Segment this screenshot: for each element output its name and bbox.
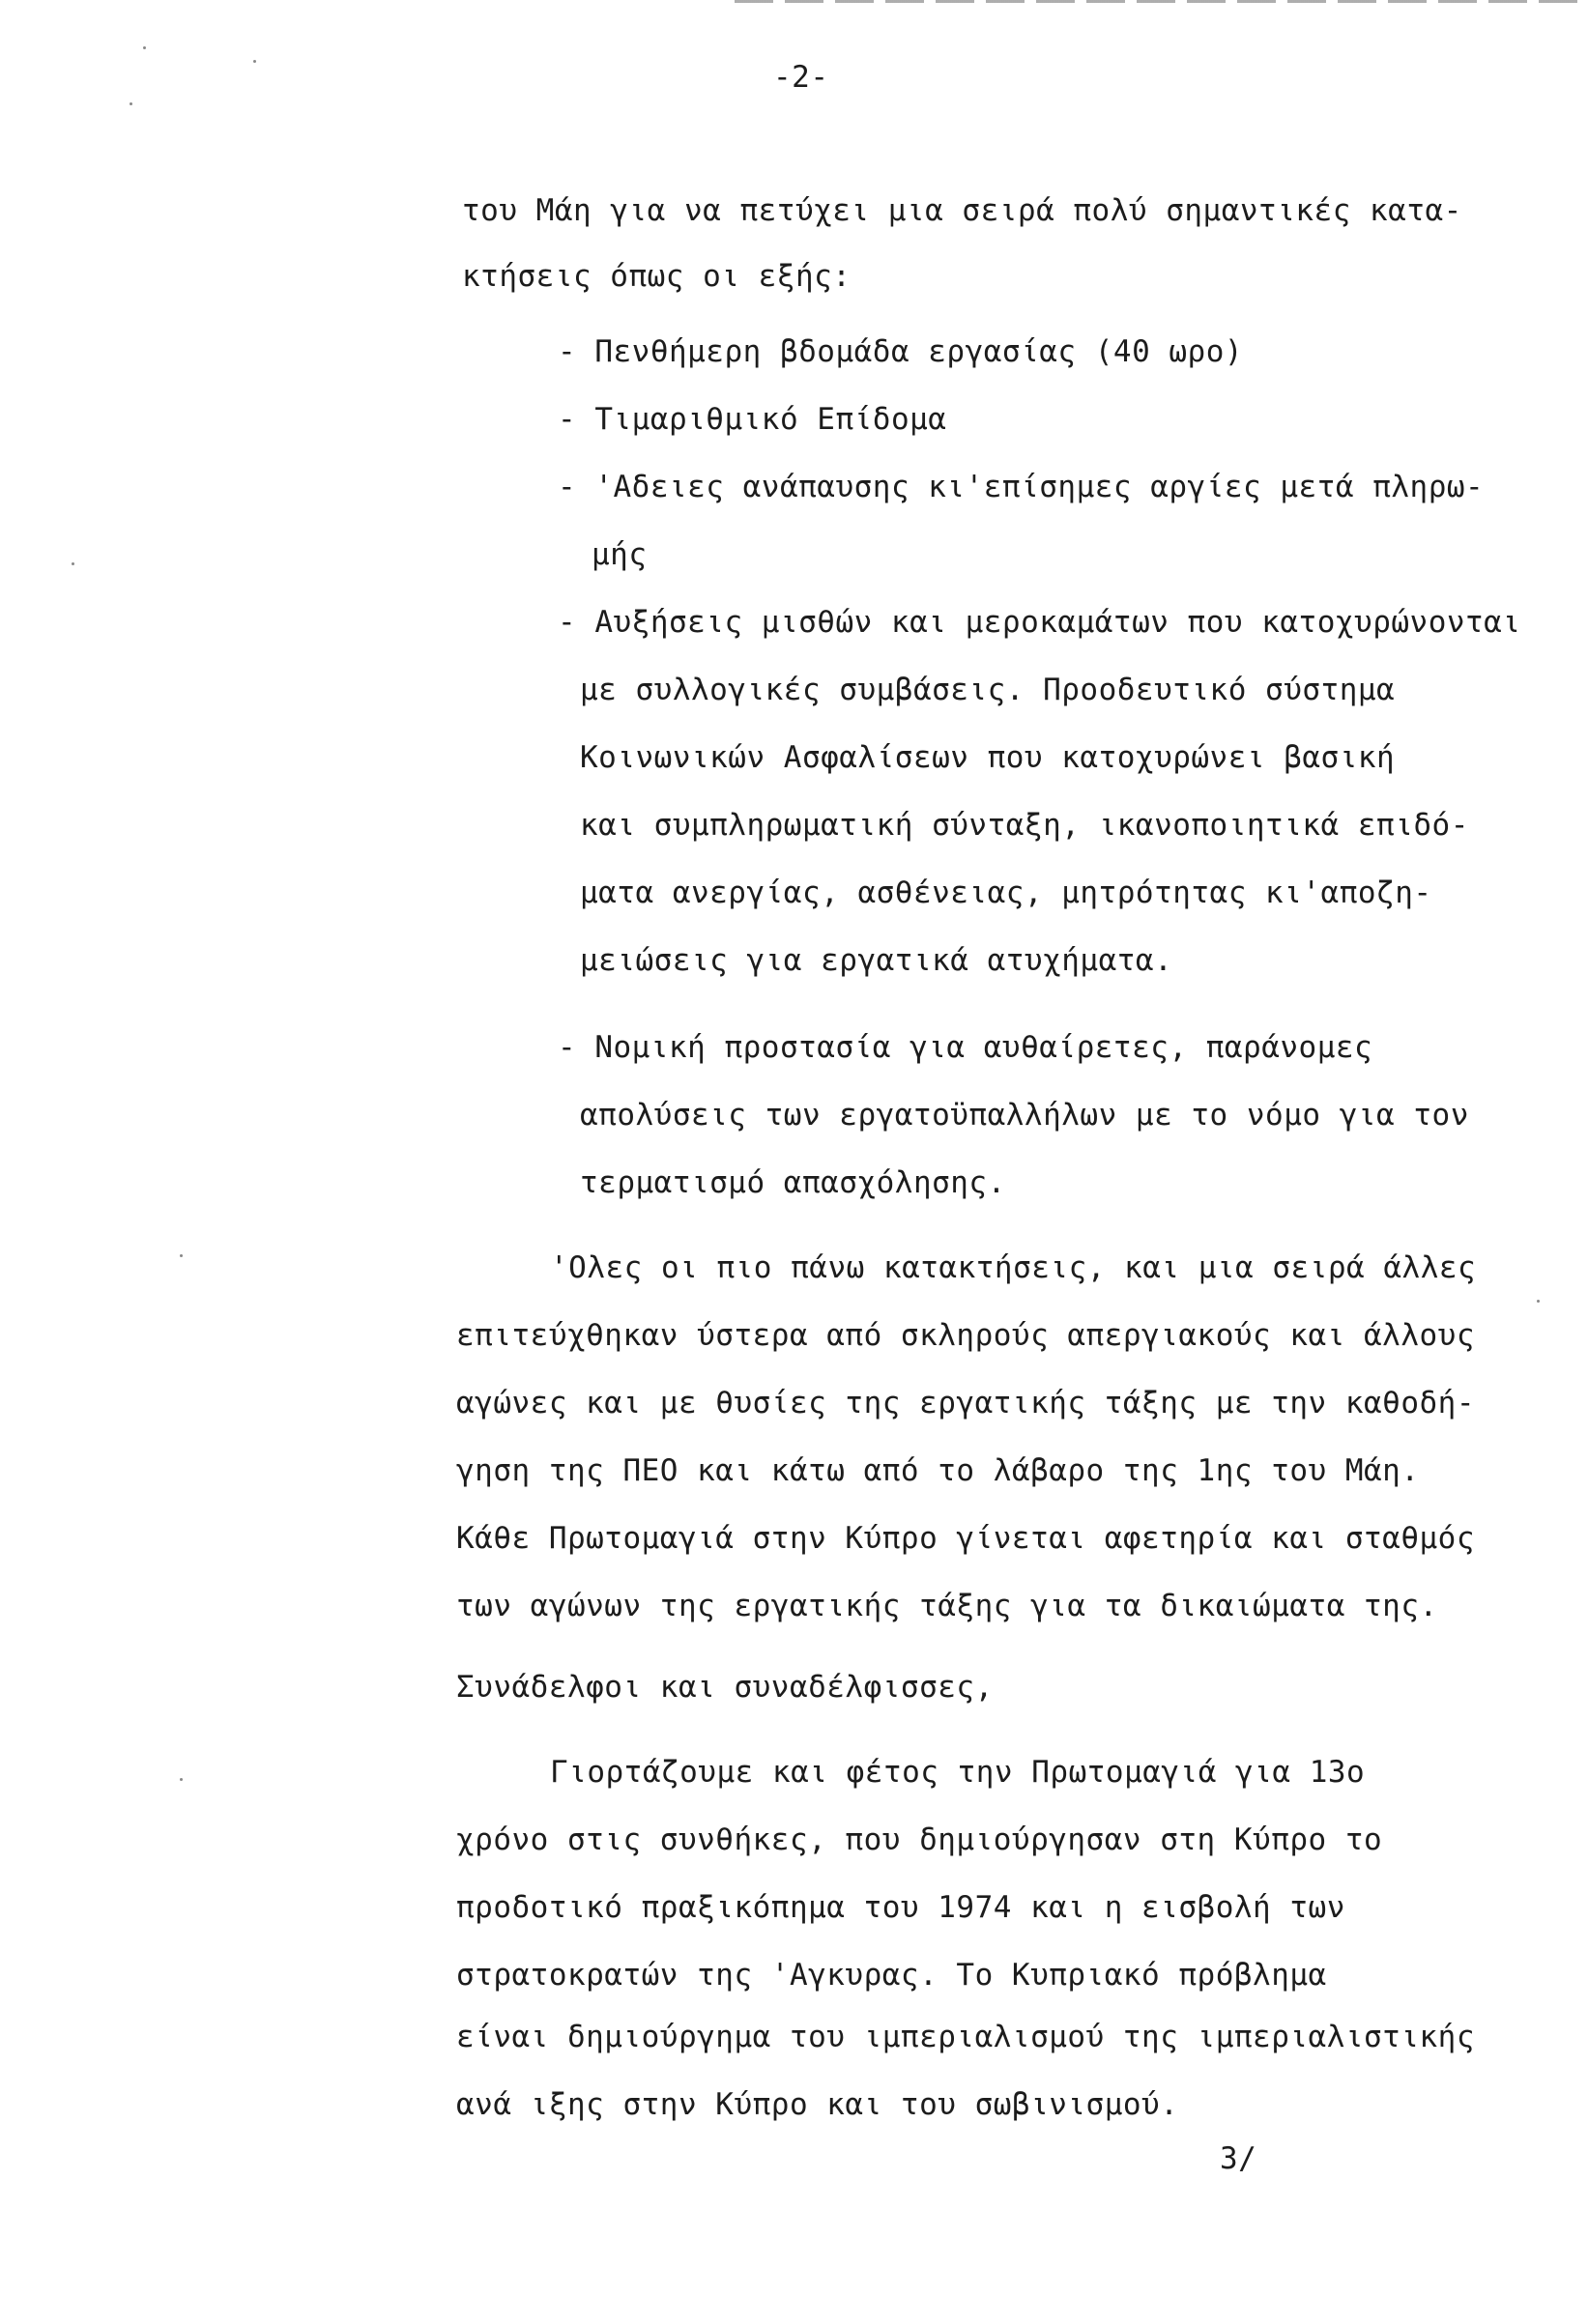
- paragraph-line: ανά ιξης στην Κύπρο και του σωβινισμού.: [456, 2087, 1179, 2122]
- paragraph-line: χρόνο στις συνθήκες, που δημιούργησαν στη Κύπρο το: [456, 1822, 1383, 1857]
- list-item: - Τιμαριθμικό Επίδομα: [558, 402, 947, 437]
- paragraph-line: 'Ολες οι πιο πάνω κατακτήσεις, και μια σειρά άλλες: [550, 1250, 1477, 1285]
- salutation: Συνάδελφοι και συναδέλφισσες,: [456, 1670, 994, 1705]
- scan-speck: [180, 1254, 183, 1257]
- list-item-continuation: ματα ανεργίας, ασθένειας, μητρότητας κι'αποζη-: [580, 875, 1432, 910]
- paragraph-line: Γιορτάζουμε και φέτος την Πρωτομαγιά για 13ο: [550, 1755, 1366, 1790]
- list-item-continuation: Κοινωνικών Ασφαλίσεων που κατοχυρώνει βασική: [580, 740, 1396, 775]
- paragraph-line: Κάθε Πρωτομαγιά στην Κύπρο γίνεται αφετηρία και σταθμός: [456, 1521, 1475, 1556]
- paragraph-line: είναι δημιούργημα του ιμπεριαλισμού της ιμπεριαλιστικής: [456, 2020, 1475, 2054]
- paragraph-line: γηση της ΠΕΟ και κάτω από το λάβαρο της 1ης του Μάη.: [456, 1453, 1420, 1488]
- list-item: - 'Αδειες ανάπαυσης κι'επίσημες αργίες μετά πληρω-: [558, 470, 1485, 504]
- list-item-continuation: μειώσεις για εργατικά ατυχήματα.: [580, 943, 1173, 978]
- list-item: - Πενθήμερη βδομάδα εργασίας (40 ωρο): [558, 334, 1244, 369]
- scan-speck: [72, 562, 74, 565]
- paragraph-line: αγώνες και με θυσίες της εργατικής τάξης με την καθοδή-: [456, 1386, 1475, 1420]
- list-item-continuation: απολύσεις των εργατοϋπαλλήλων με το νόμο για τον: [580, 1098, 1469, 1133]
- scan-speck: [143, 46, 146, 49]
- list-item-continuation: με συλλογικές συμβάσεις. Προοδευτικό σύστημα: [580, 673, 1396, 707]
- page-number: -2-: [773, 60, 829, 95]
- list-item: - Νομική προστασία για αυθαίρετες, παράνομες: [558, 1030, 1373, 1065]
- paragraph-line: επιτεύχθηκαν ύστερα από σκληρούς απεργιακούς και άλλους: [456, 1318, 1475, 1353]
- scan-speck: [180, 1778, 183, 1781]
- scan-top-edge: [735, 0, 1588, 3]
- scan-speck: [253, 60, 256, 63]
- scan-speck: [1537, 1300, 1540, 1303]
- list-item: - Αυξήσεις μισθών και μεροκαμάτων που κατοχυρώνονται: [558, 605, 1521, 640]
- scan-speck: [130, 102, 132, 105]
- paragraph-line: των αγώνων της εργατικής τάξης για τα δικαιώματα της.: [456, 1589, 1438, 1623]
- paragraph-line: προδοτικό πραξικόπημα του 1974 και η εισβολή των: [456, 1890, 1345, 1925]
- text-line: του Μάη για να πετύχει μια σειρά πολύ σημαντικές κατα-: [462, 193, 1462, 228]
- list-item-continuation: τερματισμό απασχόλησης.: [580, 1165, 1006, 1200]
- paragraph-line: στρατοκρατών της 'Αγκυρας. Το Κυπριακό πρόβλημα: [456, 1958, 1327, 1993]
- text-line: κτήσεις όπως οι εξής:: [462, 259, 852, 294]
- list-item-continuation: και συμπληρωματική σύνταξη, ικανοποιητικά επιδό-: [580, 808, 1469, 843]
- continuation-page-ref: 3/: [1220, 2141, 1257, 2176]
- list-item-continuation: μής: [592, 537, 648, 572]
